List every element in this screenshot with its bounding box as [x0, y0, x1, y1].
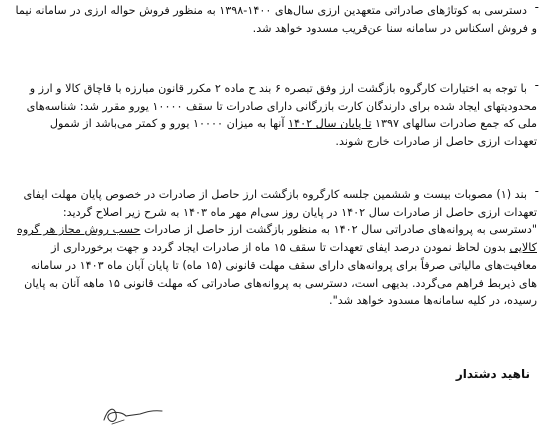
- paragraph-1-line-2: و فروش اسکناس در سامانه سنا عن‌قریب مسدود خواهد شد.: [252, 21, 537, 35]
- paragraph-3-line-1: بند (۱) مصوبات بیست و ششمین جلسه کارگروه بازگشت ارز حاصل از صادرات در خصوص پایان مهلت ایفای: [23, 188, 527, 201]
- underlined-phrase: تا پایان سال ۱۴۰۲: [288, 117, 372, 131]
- handwritten-signature-icon: [96, 390, 176, 430]
- underlined-phrase: کالایی: [509, 241, 537, 255]
- underlined-phrase: حسب روش مجاز هر گروه: [16, 223, 141, 237]
- paragraph-3-line-3: "دسترسی به پروانه‌های صادراتی سال ۱۴۰۲ به منظور بازگشت ارز حاصل از صادرات حسب روش مجاز هر گروه: [16, 223, 537, 237]
- paragraph-2-line-1: با توجه به اختیارات کارگروه بازگشت ارز وفق تبصره ۶ بند ح ماده ۲ مکرر قانون مبارزه با قاچاق کالا و ارز و: [29, 82, 527, 95]
- paragraph-1-line-1: دسترسی به کوتاژهای صادراتی متعهدین ارزی سال‌های ۱۴۰۰-۱۳۹۸ به منظور فروش حواله ارزی در سامانه نیما: [15, 4, 527, 17]
- paragraph-2-line-3: ملی که جمع صادرات سالهای ۱۳۹۷ تا پایان سال ۱۴۰۲ آنها به میزان ۱۰۰۰۰ یورو و کمتر می‌باشد از شمول: [49, 117, 537, 131]
- paragraph-2: [10, 80, 537, 151]
- paragraph-1: [10, 2, 537, 37]
- paragraph-3: [10, 186, 537, 310]
- paragraph-3-line-2: تعهدات ارزی حاصل از صادرات سال ۱۴۰۲ در پایان روز سی‌ام مهر ماه ۱۴۰۳ به شرح زیر اصلاح گردید:: [62, 205, 537, 219]
- signature-name: ناهید دشتدار: [455, 367, 530, 381]
- paragraph-3-line-6: های ذیربط فراهم می‌گردد. بدیهی است، دسترسی به پروانه‌های صادراتی که مهلت قانونی ۱۵ ماهه آنان به پایان: [24, 276, 537, 290]
- paragraph-3-line-7: رسیده، در کلیه سامانه‌ها مسدود خواهد شد".: [329, 294, 537, 308]
- paragraph-3-line-4: کالایی بدون لحاظ نمودن درصد ایفای تعهدات تا سقف ۱۵ ماه از صادرات ایجاد گردد و جهت برخورداری از: [51, 241, 537, 255]
- paragraph-2-line-4: تعهدات ارزی حاصل از صادرات خارج شوند.: [335, 135, 537, 149]
- paragraph-2-line-2: محدودیتهای ایجاد شده برای دارندگان کارت بازرگانی دارای صادرات تا سقف ۱۰۰۰۰ یورو مقرر شد: شناسه‌های: [26, 99, 537, 113]
- paragraph-3-line-5: معافیت‌های مالیاتی صرفاً برای پروانه‌های دارای سقف مهلت قانونی (۱۵ ماه) تا پایان آبان ماه ۱۴۰۳ در سامانه: [30, 258, 537, 272]
